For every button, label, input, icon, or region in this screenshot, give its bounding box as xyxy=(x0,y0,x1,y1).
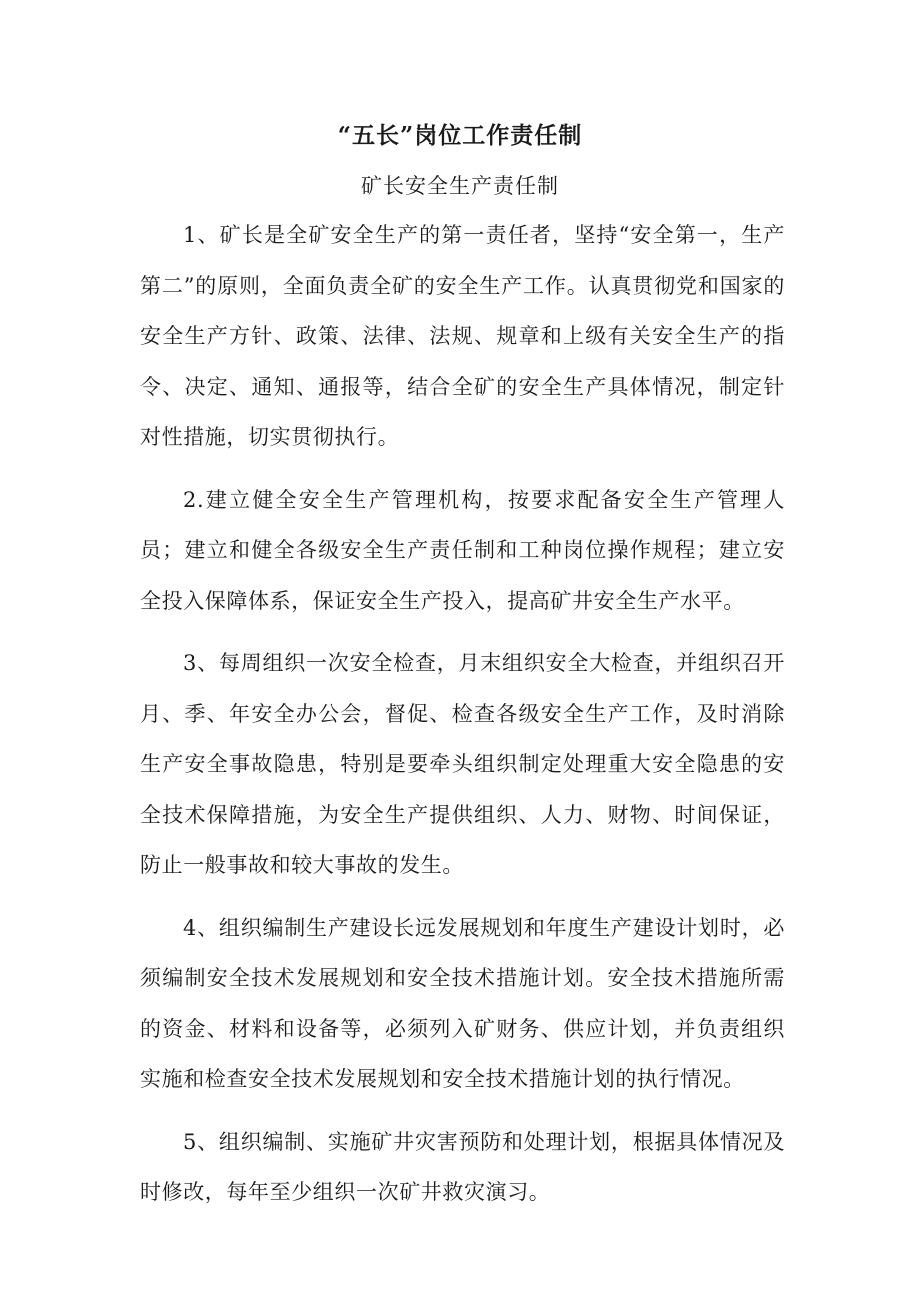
paragraph-5: 5、组织编制、实施矿井灾害预防和处理计划，根据具体情况及时修改，每年至少组织一次矿井救灾演习。 xyxy=(140,1129,785,1204)
paragraph-4: 4、组织编制生产建设长远发展规划和年度生产建设计划时，必须编制安全技术发展规划和安全技术措施计划。安全技术措施所需的资金、材料和设备等，必须列入矿财务、供应计划，并负责组织实施和检查安全技术发展规划和安全技术措施计划的执行情况。 xyxy=(140,915,785,1091)
paragraph-3: 3、每周组织一次安全检查，月末组织安全大检查，并组织召开月、季、年安全办公会，督促、检查各级安全生产工作，及时消除生产安全事故隐患，特别是要牵头组织制定处理重大安全隐患的安全技术保障措施，为安全生产提供组织、人力、财物、时间保证，防止一般事故和较大事故的发生。 xyxy=(140,651,785,877)
paragraph-2: 2.建立健全安全生产管理机构，按要求配备安全生产管理人员；建立和健全各级安全生产责任制和工种岗位操作规程；建立安全投入保障体系，保证安全生产投入，提高矿井安全生产水平。 xyxy=(140,487,785,613)
document-body xyxy=(140,210,785,1230)
document-subtitle: 矿长安全生产责任制 xyxy=(361,174,559,198)
paragraph-1: 1、矿长是全矿安全生产的第一责任者，坚持“安全第一，生产第二”的原则，全面负责全矿的安全生产工作。认真贯彻党和国家的安全生产方针、政策、法律、法规、规章和上级有关安全生产的指令、决定、通知、通报等，结合全矿的安全生产具体情况，制定针对性措施，切实贯彻执行。 xyxy=(140,223,785,449)
document-title: “五长”岗位工作责任制 xyxy=(337,122,583,149)
